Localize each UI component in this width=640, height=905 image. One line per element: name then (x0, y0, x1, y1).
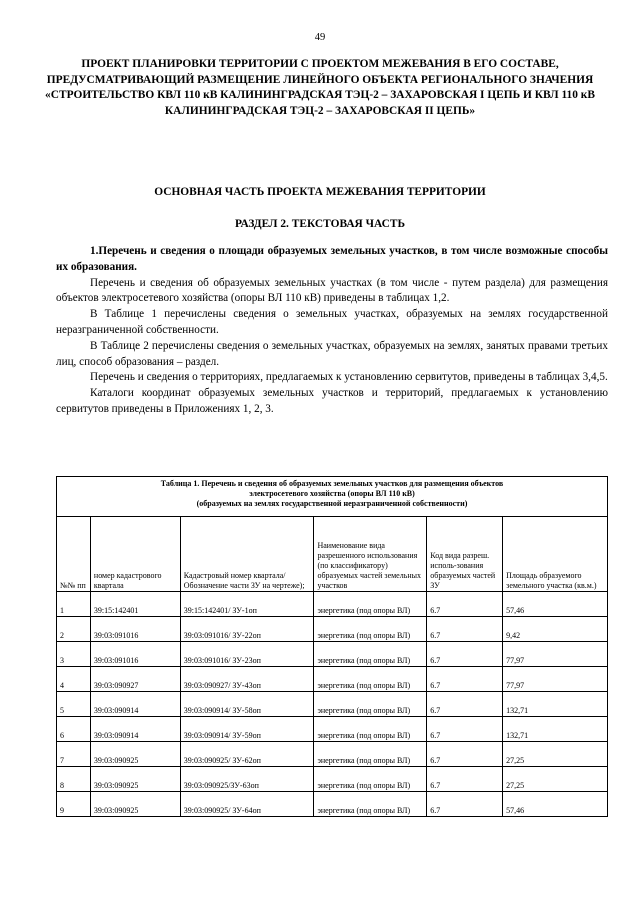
cell-area: 9,42 (503, 617, 608, 642)
column-header-number: №№ пп (57, 517, 91, 592)
document-title: ПРОЕКТ ПЛАНИРОВКИ ТЕРРИТОРИИ С ПРОЕКТОМ МЕЖЕВАНИЯ В ЕГО СОСТАВЕ, ПРЕДУСМАТРИВАЮЩИЙ РАЗМЕЩЕНИЕ ЛИНЕЙНОГО ОБЪЕКТА РЕГИОНАЛЬНОГО ЗНАЧЕНИЯ «СТРОИТЕЛЬСТВО КВЛ 110 кВ КАЛИНИНГРАДСКАЯ ТЭЦ-2 – ЗАХАРОВСКАЯ I ЦЕПЬ И КВЛ 110 кВ КАЛИНИНГРАДСКАЯ ТЭЦ-2 – ЗАХАРОВСКАЯ II ЦЕПЬ» (45, 58, 595, 117)
cell-use-code: 6.7 (427, 642, 503, 667)
cell-number: 2 (57, 617, 91, 642)
cell-use-code: 6.7 (427, 742, 503, 767)
column-header-use-code: Код вида разреш. исполь-зования образуемых частей ЗУ (427, 517, 503, 592)
cell-number: 7 (57, 742, 91, 767)
cell-quarter: 39:15:142401 (90, 592, 180, 617)
cell-cadastral-part: 39:03:090925/ ЗУ-64оп (180, 792, 314, 817)
caption-line: Таблица 1. Перечень и сведения об образуемых земельных участков для размещения объектов (160, 479, 504, 488)
table-row (57, 667, 608, 692)
table-row (57, 717, 608, 742)
column-header-quarter: номер кадастрового квартала (90, 517, 180, 592)
cell-use-code: 6.7 (427, 692, 503, 717)
cell-number: 4 (57, 667, 91, 692)
cell-use-type: энергетика (под опоры ВЛ) (314, 617, 427, 642)
cell-cadastral-part: 39:03:091016/ ЗУ-22оп (180, 617, 314, 642)
cell-number: 8 (57, 767, 91, 792)
cell-use-code: 6.7 (427, 617, 503, 642)
page-number: 49 (314, 32, 326, 43)
paragraph: 1.Перечень и сведения о площади образуемых земельных участков, в том числе возможные способы их образования. (56, 245, 608, 273)
table-row (57, 767, 608, 792)
cell-use-code: 6.7 (427, 667, 503, 692)
table-row (57, 692, 608, 717)
section-heading: ОСНОВНАЯ ЧАСТЬ ПРОЕКТА МЕЖЕВАНИЯ ТЕРРИТОРИИ (154, 186, 486, 198)
cell-number: 5 (57, 692, 91, 717)
cell-use-type: энергетика (под опоры ВЛ) (314, 667, 427, 692)
cell-use-code: 6.7 (427, 592, 503, 617)
cell-cadastral-part: 39:03:090914/ ЗУ-59оп (180, 717, 314, 742)
cell-area: 77,97 (503, 667, 608, 692)
table-row (57, 792, 608, 817)
cell-number: 9 (57, 792, 91, 817)
cell-use-code: 6.7 (427, 717, 503, 742)
cell-area: 27,25 (503, 767, 608, 792)
cell-quarter: 39:03:090925 (90, 742, 180, 767)
cell-use-type: энергетика (под опоры ВЛ) (314, 792, 427, 817)
subsection-heading: РАЗДЕЛ 2. ТЕКСТОВАЯ ЧАСТЬ (234, 218, 406, 230)
cell-cadastral-part: 39:03:090927/ ЗУ-43оп (180, 667, 314, 692)
cell-cadastral-part: 39:03:090925/ЗУ-63оп (180, 767, 314, 792)
column-header-cadastral-part: Кадастровый номер квартала/ Обозначение части ЗУ на чертеже); (180, 517, 314, 592)
table-caption (57, 477, 608, 517)
cell-cadastral-part: 39:03:090925/ ЗУ-62оп (180, 742, 314, 767)
paragraph: Перечень и сведения об образуемых земельных участках (в том числе - путем раздела) для размещения объектов электросетевого хозяйства (опоры ВЛ 110 кВ) приведены в таблицах 1,2. (56, 276, 608, 305)
table-row (57, 592, 608, 617)
paragraph: Перечень и сведения о территориях, предлагаемых к установлению сервитутов, приведены в таблицах 3,4,5. (90, 371, 608, 384)
paragraph: В Таблице 2 перечислены сведения о земельных участках, образуемых на землях, занятых правами третьих лиц, способ образования – раздел. (56, 339, 608, 368)
cell-quarter: 39:03:091016 (90, 617, 180, 642)
paragraph: Каталоги координат образуемых земельных участков и территорий, предлагаемых к установлению сервитутов приведены в Приложениях 1, 2, 3. (56, 387, 608, 415)
cell-quarter: 39:03:090927 (90, 667, 180, 692)
column-header-use-type: Наименование вида разрешенного использования (по классификатору) образуемых частей земельных участков (314, 517, 427, 592)
paragraph: В Таблице 1 перечислены сведения о земельных участках, образуемых на землях государственной неразграниченной собственности. (56, 308, 608, 336)
cell-use-type: энергетика (под опоры ВЛ) (314, 742, 427, 767)
table-row (57, 617, 608, 642)
cell-area: 77,97 (503, 642, 608, 667)
cell-use-type: энергетика (под опоры ВЛ) (314, 592, 427, 617)
cell-use-type: энергетика (под опоры ВЛ) (314, 642, 427, 667)
cell-cadastral-part: 39:03:090914/ ЗУ-58оп (180, 692, 314, 717)
column-header-area: Площадь образуемого земельного участка (кв.м.) (503, 517, 608, 592)
body-text (56, 244, 608, 418)
table-row (57, 642, 608, 667)
cell-cadastral-part: 39:03:091016/ ЗУ-23оп (180, 642, 314, 667)
cell-number: 6 (57, 717, 91, 742)
cell-area: 57,46 (503, 592, 608, 617)
cell-use-type: энергетика (под опоры ВЛ) (314, 692, 427, 717)
cell-quarter: 39:03:090914 (90, 692, 180, 717)
cell-quarter: 39:03:090925 (90, 767, 180, 792)
table-row (57, 742, 608, 767)
cell-number: 1 (57, 592, 91, 617)
cell-use-code: 6.7 (427, 792, 503, 817)
cell-number: 3 (57, 642, 91, 667)
cell-cadastral-part: 39:15:142401/ ЗУ-1оп (180, 592, 314, 617)
cell-area: 132,71 (503, 717, 608, 742)
cell-use-code: 6.7 (427, 767, 503, 792)
cell-quarter: 39:03:091016 (90, 642, 180, 667)
cell-use-type: энергетика (под опоры ВЛ) (314, 717, 427, 742)
cell-quarter: 39:03:090925 (90, 792, 180, 817)
land-plots-table (56, 476, 608, 817)
caption-line: (образуемых на землях государственной неразграниченной собственности) (196, 499, 468, 508)
cell-area: 57,46 (503, 792, 608, 817)
cell-use-type: энергетика (под опоры ВЛ) (314, 767, 427, 792)
cell-quarter: 39:03:090914 (90, 717, 180, 742)
cell-area: 132,71 (503, 692, 608, 717)
caption-line: электросетевого хозяйства (опоры ВЛ 110 кВ) (249, 489, 415, 498)
cell-area: 27,25 (503, 742, 608, 767)
